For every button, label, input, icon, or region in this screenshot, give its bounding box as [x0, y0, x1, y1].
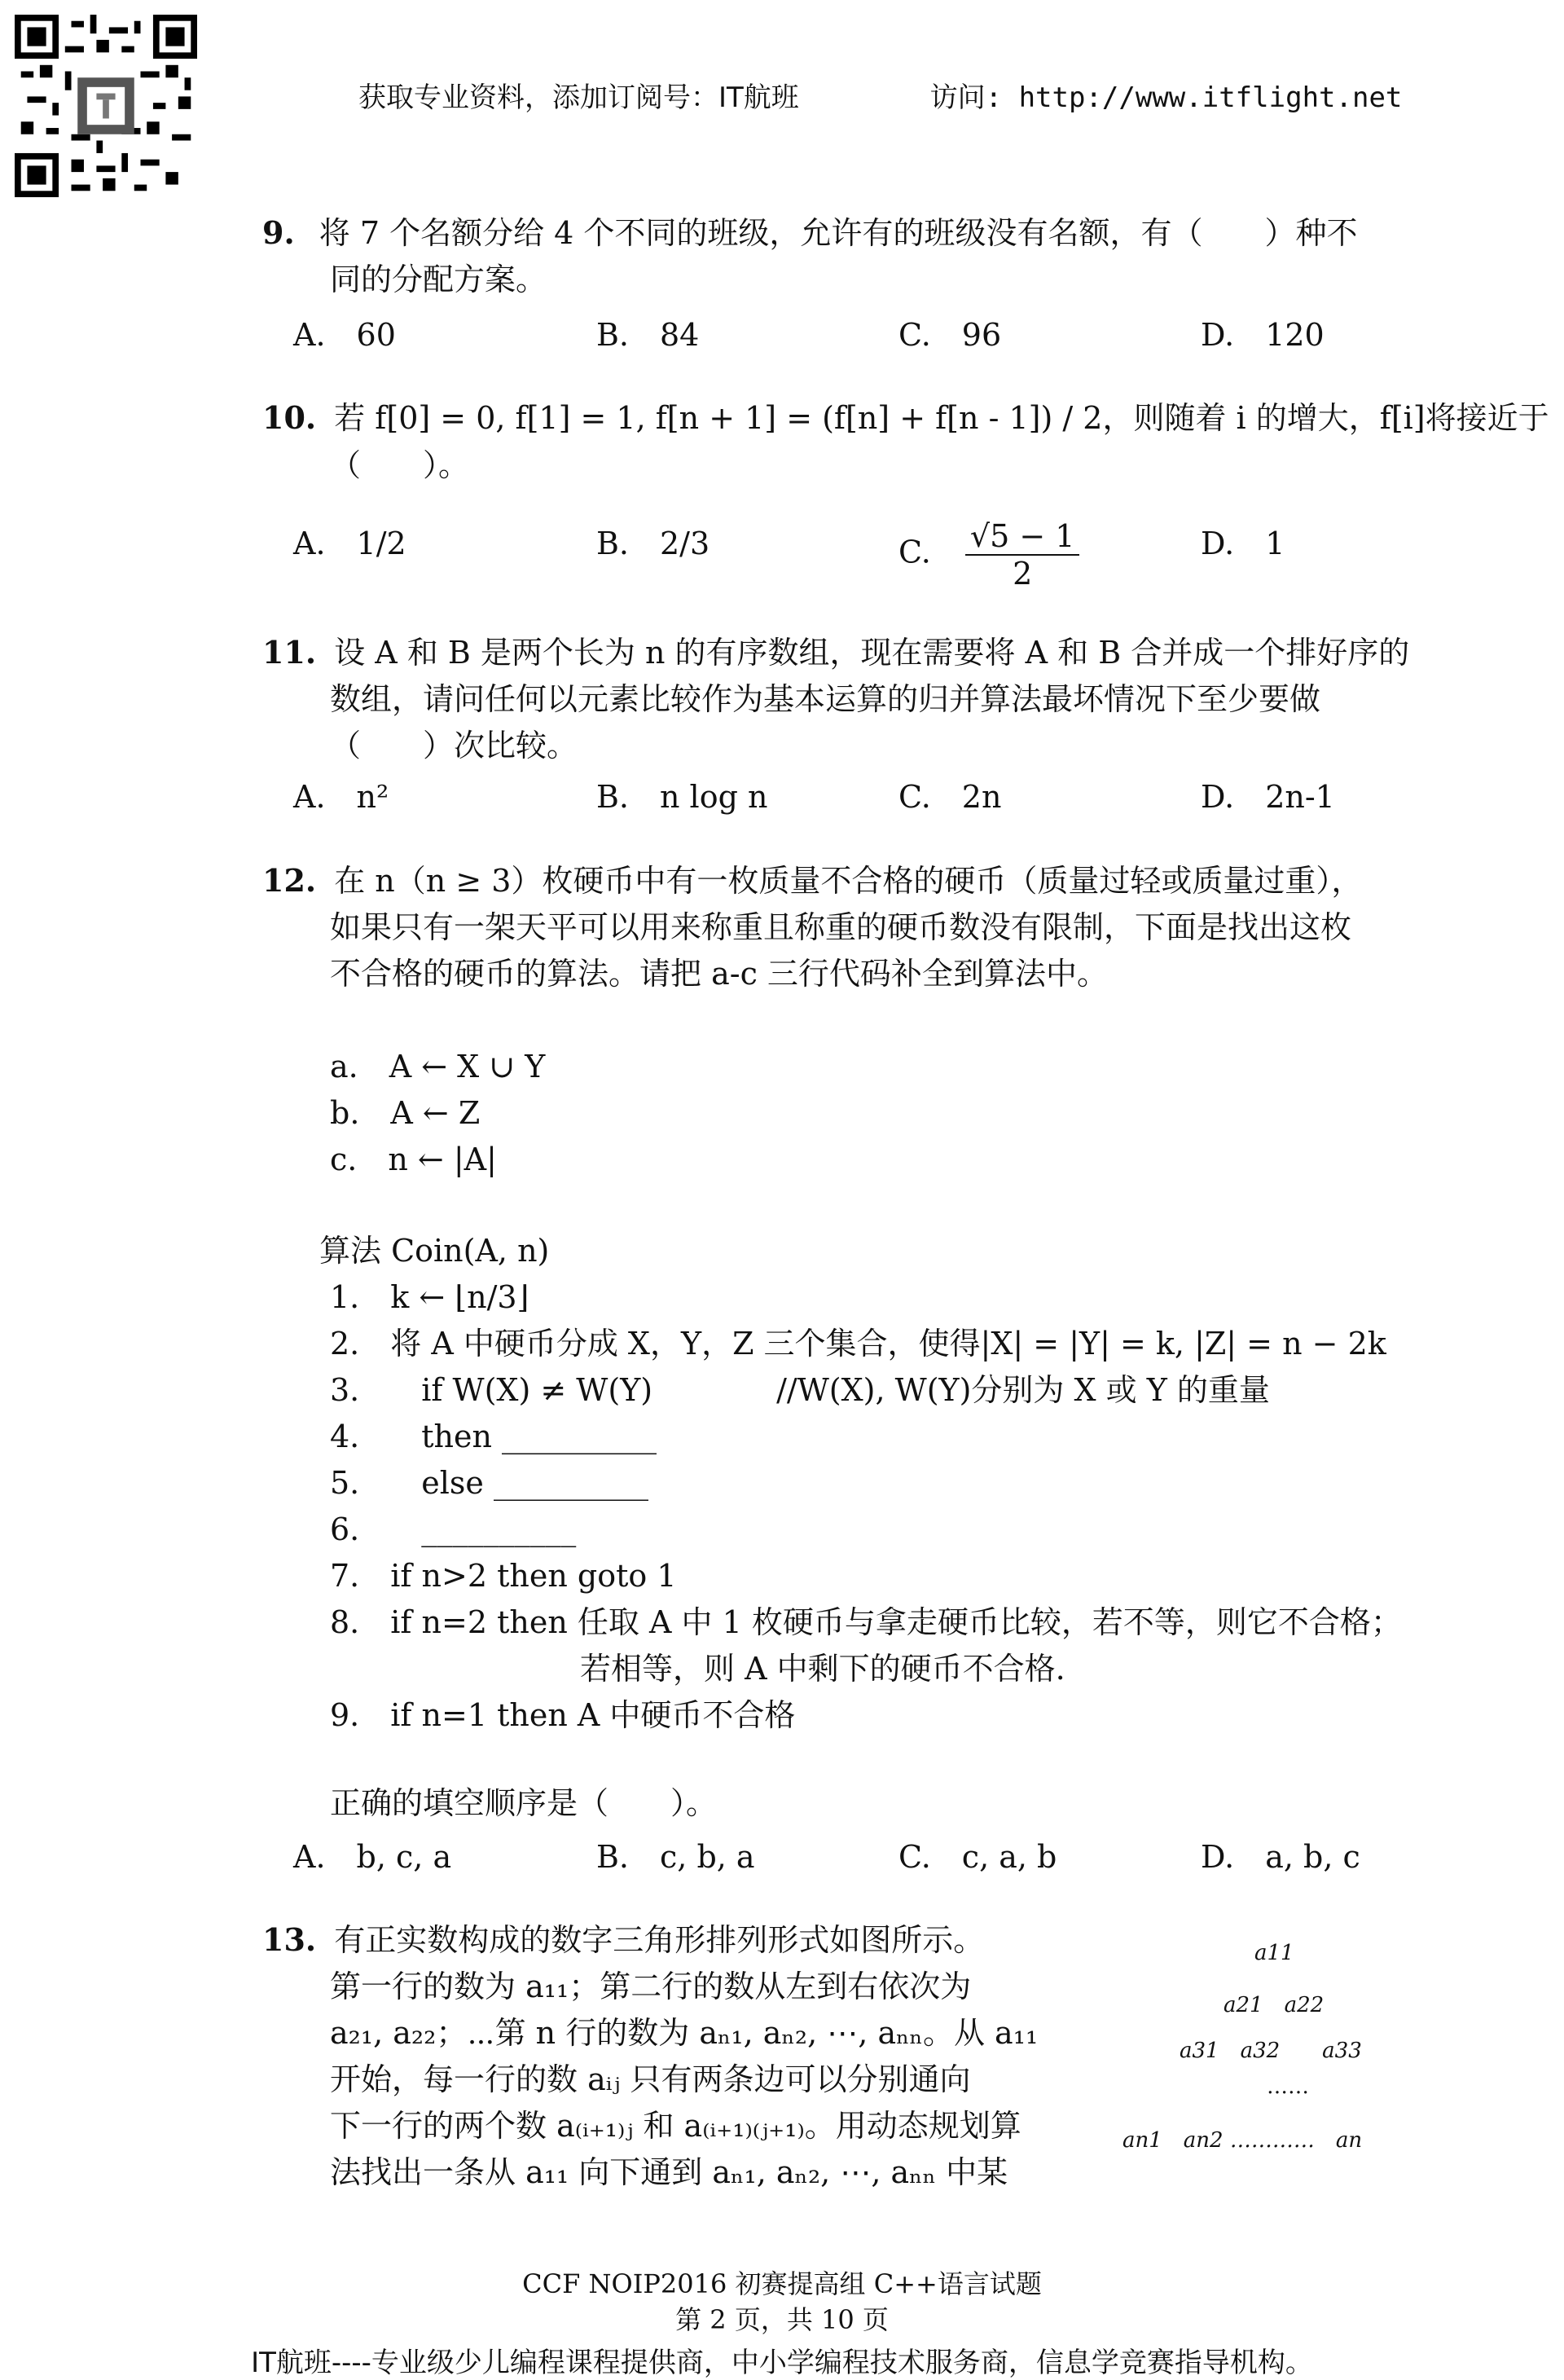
q12-algo-line2: 2. 将 A 中硬币分成 X，Y，Z 三个集合，使得|X| = |Y| = k, |Z| = n − 2k	[330, 1326, 1386, 1362]
q12-algo-line6: 6. __________	[330, 1511, 577, 1547]
q10-option-c[interactable]	[898, 518, 1079, 592]
q12-option-c[interactable]: C. c, a, b	[898, 1839, 1057, 1875]
q11-line1	[262, 634, 1409, 671]
q12-algo-line7: 7. if n>2 then goto 1	[330, 1558, 677, 1594]
q11-option-c[interactable]: C. 2n	[898, 779, 1002, 815]
q12-text-line1: 在 n（n ≥ 3）枚硬币中有一枚质量不合格的硬币（质量过轻或质量过重），	[334, 863, 1363, 899]
q12-algo-line8: 8. if n=2 then 任取 A 中 1 枚硬币与拿走硬币比较，若不等，则它不合格；	[330, 1604, 1402, 1640]
footer-page-number: 第 2 页，共 10 页	[675, 2304, 889, 2335]
q13-text-line1: 有正实数构成的数字三角形排列形式如图所示。	[334, 1922, 985, 1958]
triangle-row-n: an1 an2 ………… an	[1122, 2128, 1363, 2153]
q9-number: 9.	[262, 214, 295, 251]
q10-number: 10.	[262, 399, 317, 436]
triangle-row1: a11	[1254, 1941, 1294, 1965]
q10-option-c-label: C.	[898, 534, 931, 570]
q11-option-a[interactable]: A. n²	[293, 779, 389, 815]
q9-text-line2: 同的分配方案。	[330, 262, 547, 297]
q13-line1	[262, 1921, 984, 1959]
q13-text-line3: a₂₁, a₂₂；⋯第 n 行的数为 aₙ₁, aₙ₂, ⋯, aₙₙ。从 a₁₁	[330, 2015, 1039, 2051]
q12-code-c: c. n ← |A|	[330, 1142, 497, 1177]
q13-text-line2: 第一行的数为 a₁₁；第二行的数从左到右依次为	[330, 1969, 972, 2004]
footer-exam-title: CCF NOIP2016 初赛提高组 C++语言试题	[522, 2268, 1042, 2299]
q12-algo-line3: 3. if W(X) ≠ W(Y) //W(X), W(Y)分别为 X 或 Y 的重量	[330, 1372, 1270, 1408]
q10-option-c-denominator: 2	[1013, 556, 1033, 592]
q11-text-line2: 数组，请问任何以元素比较作为基本运算的归并算法最坏情况下至少要做	[330, 681, 1321, 717]
q9-option-d[interactable]: D. 120	[1201, 317, 1325, 353]
q9-option-b[interactable]: B. 84	[596, 317, 700, 353]
q10-option-b[interactable]: B. 2/3	[596, 526, 710, 561]
q11-option-d[interactable]: D. 2n-1	[1201, 779, 1335, 815]
triangle-row-ellipsis: ……	[1267, 2074, 1309, 2099]
q10-line1	[262, 399, 1549, 437]
q9-line1	[262, 214, 1357, 252]
q10-option-d[interactable]: D. 1	[1201, 526, 1285, 561]
q10-text-line1: 若 f[0] = 0, f[1] = 1, f[n + 1] = (f[n] + f[n - 1]) / 2，则随着 i 的增大，f[i]将接近于	[334, 400, 1549, 436]
q12-text-line2: 如果只有一架天平可以用来称重且称重的硬币数没有限制，下面是找出这枚	[330, 909, 1352, 945]
q12-algo-title: 算法 Coin(A, n)	[319, 1233, 550, 1269]
header-visit-label: 访问:	[929, 81, 1003, 114]
q12-algo-line1: 1. k ← ⌊n/3⌋	[330, 1279, 529, 1315]
header-url-link[interactable]: http://www.itflight.net	[1018, 81, 1403, 114]
q12-answer-prompt: 正确的填空顺序是（ ）。	[330, 1785, 718, 1821]
q11-number: 11.	[262, 634, 317, 671]
triangle-row3: a31 a32 a33	[1180, 2039, 1362, 2063]
bottom-banner: IT航班----专业级少儿编程课程提供商，中小学编程技术服务商，信息学竞赛指导机构。	[251, 2347, 1313, 2379]
q9-option-a[interactable]: A. 60	[293, 317, 396, 353]
q10-option-a[interactable]: A. 1/2	[293, 526, 406, 561]
q12-code-b: b. A ← Z	[330, 1095, 481, 1131]
q11-option-b[interactable]: B. n log n	[596, 779, 768, 815]
q13-number: 13.	[262, 1921, 317, 1958]
qr-code-image	[15, 15, 197, 197]
q9-text-line1: 将 7 个名额分给 4 个不同的班级，允许有的班级没有名额，有（ ）种不	[319, 215, 1358, 251]
page-header	[358, 75, 1402, 115]
q13-text-line5: 下一行的两个数 a₍ᵢ₊₁₎ⱼ 和 a₍ᵢ₊₁₎₍ⱼ₊₁₎。用动态规划算	[330, 2108, 1021, 2144]
q12-algo-line5: 5. else __________	[330, 1465, 648, 1501]
q12-number: 12.	[262, 862, 317, 899]
q10-option-c-numerator: √5 − 1	[965, 518, 1080, 556]
q12-algo-line4: 4. then __________	[330, 1419, 657, 1454]
triangle-row2: a21 a22	[1224, 1993, 1325, 2017]
q12-algo-line8-cont: 若相等，则 A 中剩下的硬币不合格.	[580, 1651, 1065, 1687]
q11-text-line1: 设 A 和 B 是两个长为 n 的有序数组，现在需要将 A 和 B 合并成一个排好序的	[334, 635, 1410, 671]
q12-text-line3: 不合格的硬币的算法。请把 a-c 三行代码补全到算法中。	[330, 956, 1108, 992]
q9-option-c[interactable]: C. 96	[898, 317, 1002, 353]
q12-option-b[interactable]: B. c, b, a	[596, 1839, 755, 1875]
header-promo-text: 获取专业资料，添加订阅号：IT航班	[358, 81, 799, 114]
q12-option-d[interactable]: D. a, b, c	[1201, 1839, 1360, 1875]
q13-text-line4: 开始，每一行的数 aᵢⱼ 只有两条边可以分别通向	[330, 2061, 971, 2097]
q10-text-line2: （ ）。	[330, 447, 470, 483]
q13-text-line6: 法找出一条从 a₁₁ 向下通到 aₙ₁, aₙ₂, ⋯, aₙₙ 中某	[330, 2154, 1008, 2190]
q12-option-a[interactable]: A. b, c, a	[293, 1839, 452, 1875]
q12-line1	[262, 862, 1362, 900]
q10-option-c-fraction	[965, 518, 1080, 592]
q12-code-a: a. A ← X ∪ Y	[330, 1049, 546, 1084]
q12-algo-line9: 9. if n=1 then A 中硬币不合格	[330, 1697, 796, 1733]
q11-text-line3: （ ）次比较。	[330, 728, 578, 763]
